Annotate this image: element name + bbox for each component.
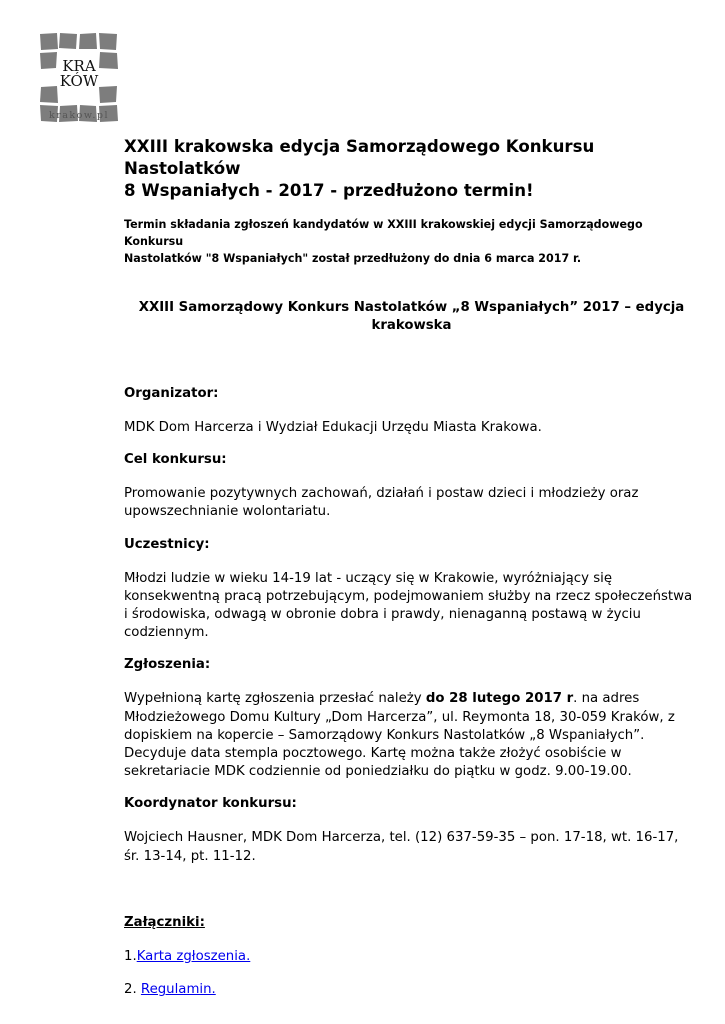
applications-text: Wypełnioną kartę zgłoszenia przesłać należy do 28 lutego 2017 r. na adres Młodzieżowego Domu Kultury „Dom Harcerza”, ul. Reymonta 18, 30-059 Kraków, z dopiskiem na kopercie – Samorządowy Konkurs Nastolatków „8 Wspaniałych”. Decyduje data stempla pocztowego. Kartę można także złożyć osobiście w sekretariacie MDK codziennie od poniedziałku do piątku w godz. 9.00-19.00. [124, 691, 675, 780]
participants-text: Młodzi ludzie w wieku 14-19 lat - uczący się w Krakowie, wyróżniający się konsekwentną pracą potrzebującym, podejmowaniem służby na rzecz społeczeństwa i środowiska, odwagą w obronie dobra i prawdy, nienaganną postawą w życiu codziennym. [124, 570, 693, 641]
lead-paragraph: Termin składania zgłoszeń kandydatów w XXIII krakowskiej edycji Samorządowego Konkursu Nastolatków "8 Wspaniałych" został przedłużony do dnia 6 marca 2017 r. [124, 218, 643, 265]
deadline-date: do 28 lutego 2017 r [425, 691, 574, 707]
document-body [124, 136, 704, 999]
svg-text:KRA: KRA [62, 57, 96, 75]
coordinator-heading: Koordynator konkursu: [124, 796, 297, 812]
goal-text: Promowanie pozytywnych zachowań, działań i postaw dzieci i młodzieży oraz upowszechnianie wolontariatu. [124, 486, 639, 520]
applications-heading: Zgłoszenia: [124, 657, 211, 673]
organizer-heading: Organizator: [124, 386, 219, 401]
application-form-link[interactable]: Karta zgłoszenia. [136, 948, 251, 964]
page-title: XXIII krakowska edycja Samorządowego Konkursu Nastolatków 8 Wspaniałych - 2017 - przedłużono termin! [124, 137, 595, 200]
organizer-text: MDK Dom Harcerza i Wydział Edukacji Urzędu Miasta Krakowa. [124, 420, 542, 435]
logo-caption: krakow.pl [48, 110, 110, 121]
attachment-item-1: 1.Karta zgłoszenia. [124, 948, 251, 964]
regulations-link[interactable]: Regulamin. [140, 982, 216, 998]
svg-text:KÓW: KÓW [59, 72, 99, 90]
goal-heading: Cel konkursu: [124, 452, 227, 468]
attachment-item-2: 2. Regulamin. [124, 982, 216, 998]
participants-heading: Uczestnicy: [124, 536, 210, 552]
attachments-heading: Załączniki: [124, 914, 205, 930]
coordinator-text: Wojciech Hausner, MDK Dom Harcerza, tel. (12) 637-59-35 – pon. 17-18, wt. 16-17, śr. 13-14, pt. 11-12. [124, 830, 679, 864]
contest-subtitle: XXIII Samorządowy Konkurs Nastolatków „8 Wspaniałych” 2017 – edycja krakowska [138, 300, 685, 333]
